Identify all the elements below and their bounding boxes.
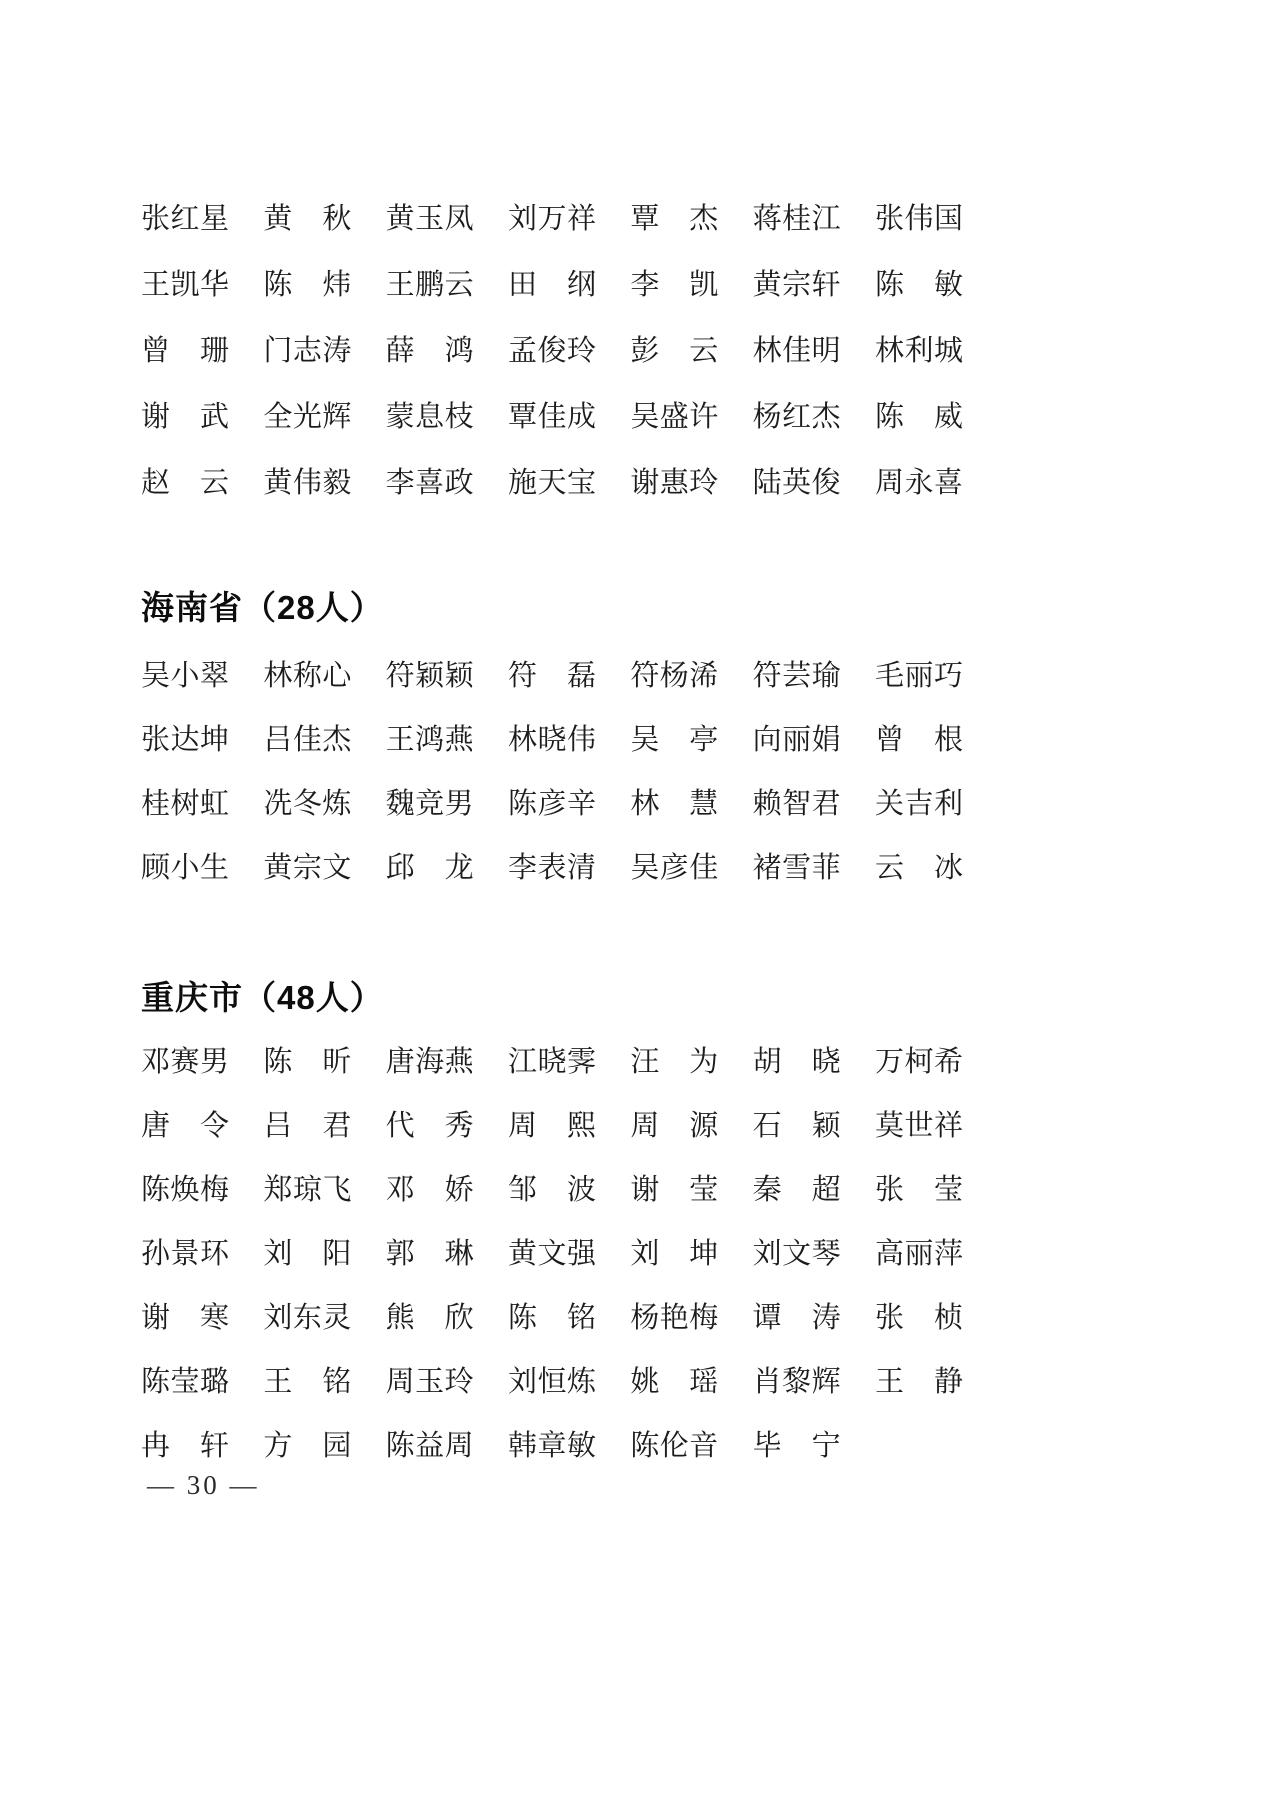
person-name: 林利城 — [874, 335, 963, 367]
person-name: 黄秋 — [263, 203, 352, 235]
name-row — [141, 1222, 963, 1286]
person-name: 彭云 — [630, 335, 719, 367]
person-name: 施天宝 — [507, 467, 596, 499]
person-name: 刘万祥 — [507, 203, 596, 235]
person-name: 唐令 — [141, 1110, 229, 1142]
person-name: 陈莹璐 — [141, 1366, 229, 1398]
name-row — [141, 708, 963, 772]
person-name: 毛丽巧 — [874, 660, 963, 692]
name-row — [141, 450, 963, 516]
person-name: 黄文强 — [507, 1238, 596, 1270]
province-section — [141, 586, 963, 900]
person-name: 周源 — [630, 1110, 719, 1142]
person-name: 全光辉 — [263, 401, 352, 433]
person-name: 黄宗轩 — [752, 269, 841, 301]
person-name: 秦超 — [752, 1174, 841, 1206]
name-row — [141, 1414, 963, 1478]
person-name: 孟俊玲 — [507, 335, 596, 367]
person-name: 林佳明 — [752, 335, 841, 367]
person-name: 张达坤 — [141, 724, 229, 756]
person-name: 高丽萍 — [874, 1238, 963, 1270]
person-name: 韩章敏 — [507, 1430, 596, 1462]
name-row — [141, 1286, 963, 1350]
person-name: 吴盛许 — [630, 401, 719, 433]
person-name: 门志涛 — [263, 335, 352, 367]
person-name: 陆英俊 — [752, 467, 841, 499]
person-name: 林称心 — [263, 660, 352, 692]
person-name: 汪为 — [630, 1046, 719, 1078]
name-row — [141, 186, 963, 252]
person-name: 林慧 — [630, 788, 719, 820]
person-name: 王鹏云 — [385, 269, 474, 301]
province-section — [141, 976, 963, 1478]
person-name: 黄伟毅 — [263, 467, 352, 499]
person-name: 张桢 — [874, 1302, 963, 1334]
person-name: 邱龙 — [385, 852, 474, 884]
person-name: 黄宗文 — [263, 852, 352, 884]
person-name: 冼冬炼 — [263, 788, 352, 820]
person-name: 陈益周 — [385, 1430, 474, 1462]
person-name: 王凯华 — [141, 269, 229, 301]
section-heading: 重庆市（48人） — [141, 979, 384, 1016]
person-name: 陈彦辛 — [507, 788, 596, 820]
person-name: 毕宁 — [752, 1430, 841, 1462]
person-name: 熊欣 — [385, 1302, 474, 1334]
person-name: 张红星 — [141, 203, 229, 235]
person-name: 刘坤 — [630, 1238, 719, 1270]
person-name: 张莹 — [874, 1174, 963, 1206]
person-name: 谭涛 — [752, 1302, 841, 1334]
person-name: 吕君 — [263, 1110, 352, 1142]
person-name: 关吉利 — [874, 788, 963, 820]
person-name: 桂树虹 — [141, 788, 229, 820]
person-name: 符杨浠 — [630, 660, 719, 692]
person-name: 林晓伟 — [507, 724, 596, 756]
person-name: 张伟国 — [874, 203, 963, 235]
person-name: 谢惠玲 — [630, 467, 719, 499]
person-name: 陈威 — [874, 401, 963, 433]
person-name: 刘阳 — [263, 1238, 352, 1270]
person-name: 陈伦音 — [630, 1430, 719, 1462]
person-name: 姚瑶 — [630, 1366, 719, 1398]
person-name: 王鸿燕 — [385, 724, 474, 756]
person-name: 赵云 — [141, 467, 229, 499]
person-name: 杨艳梅 — [630, 1302, 719, 1334]
person-name: 周熙 — [507, 1110, 596, 1142]
person-name: 郭琳 — [385, 1238, 474, 1270]
person-name: 冉轩 — [141, 1430, 229, 1462]
person-name: 蒋桂江 — [752, 203, 841, 235]
person-name: 莫世祥 — [874, 1110, 963, 1142]
person-name: 谢武 — [141, 401, 229, 433]
name-row — [141, 1350, 963, 1414]
person-name: 刘东灵 — [263, 1302, 352, 1334]
name-row — [141, 1094, 963, 1158]
person-name: 肖黎辉 — [752, 1366, 841, 1398]
person-name: 王铭 — [263, 1366, 352, 1398]
person-name: 吴彦佳 — [630, 852, 719, 884]
person-name: 刘恒炼 — [507, 1366, 596, 1398]
person-name: 刘文琴 — [752, 1238, 841, 1270]
person-name: 李表清 — [507, 852, 596, 884]
person-name: 赖智君 — [752, 788, 841, 820]
person-name: 邹波 — [507, 1174, 596, 1206]
name-row — [141, 772, 963, 836]
person-name: 吴小翠 — [141, 660, 229, 692]
province-section — [141, 0, 963, 516]
person-name: 魏竞男 — [385, 788, 474, 820]
person-name: 黄玉凤 — [385, 203, 474, 235]
person-name: 代秀 — [385, 1110, 474, 1142]
person-name: 覃杰 — [630, 203, 719, 235]
person-name: 覃佳成 — [507, 401, 596, 433]
person-name: 顾小生 — [141, 852, 229, 884]
person-name: 李喜政 — [385, 467, 474, 499]
person-name: 吴亭 — [630, 724, 719, 756]
person-name: 王静 — [874, 1366, 963, 1398]
person-name: 陈焕梅 — [141, 1174, 229, 1206]
page-number-footer — [147, 1468, 260, 1502]
page-number: — 30 — — [147, 1470, 260, 1500]
person-name: 郑琼飞 — [263, 1174, 352, 1206]
person-name: 蒙息枝 — [385, 401, 474, 433]
person-name: 江晓霁 — [507, 1046, 596, 1078]
name-row — [141, 384, 963, 450]
person-name: 云冰 — [874, 852, 963, 884]
name-row — [141, 1030, 963, 1094]
person-name: 向丽娟 — [752, 724, 841, 756]
section-heading: 海南省（28人） — [141, 589, 384, 626]
person-name: 曾珊 — [141, 335, 229, 367]
name-row — [141, 318, 963, 384]
person-name: 石颖 — [752, 1110, 841, 1142]
person-name: 薛鸿 — [385, 335, 474, 367]
person-name: 符芸瑜 — [752, 660, 841, 692]
person-name: 方园 — [263, 1430, 352, 1462]
person-name: 褚雪菲 — [752, 852, 841, 884]
person-name: 田纲 — [507, 269, 596, 301]
person-name: 曾根 — [874, 724, 963, 756]
name-row — [141, 836, 963, 900]
person-name: 陈铭 — [507, 1302, 596, 1334]
person-name: 符磊 — [507, 660, 596, 692]
person-name: 李凯 — [630, 269, 719, 301]
person-name: 吕佳杰 — [263, 724, 352, 756]
person-name: 邓赛男 — [141, 1046, 229, 1078]
person-name: 邓娇 — [385, 1174, 474, 1206]
person-name: 万柯希 — [874, 1046, 963, 1078]
person-name: 周永喜 — [874, 467, 963, 499]
name-row — [141, 252, 963, 318]
person-name: 杨红杰 — [752, 401, 841, 433]
name-row — [141, 644, 963, 708]
person-name: 陈昕 — [263, 1046, 352, 1078]
person-name: 谢莹 — [630, 1174, 719, 1206]
person-name: 唐海燕 — [385, 1046, 474, 1078]
person-name: 周玉玲 — [385, 1366, 474, 1398]
name-row — [141, 1158, 963, 1222]
name-list-content — [141, 0, 963, 1478]
person-name: 陈炜 — [263, 269, 352, 301]
person-name: 符颖颖 — [385, 660, 474, 692]
person-name: 谢寒 — [141, 1302, 229, 1334]
person-name: 胡晓 — [752, 1046, 841, 1078]
person-name: 孙景环 — [141, 1238, 229, 1270]
person-name: 陈敏 — [874, 269, 963, 301]
